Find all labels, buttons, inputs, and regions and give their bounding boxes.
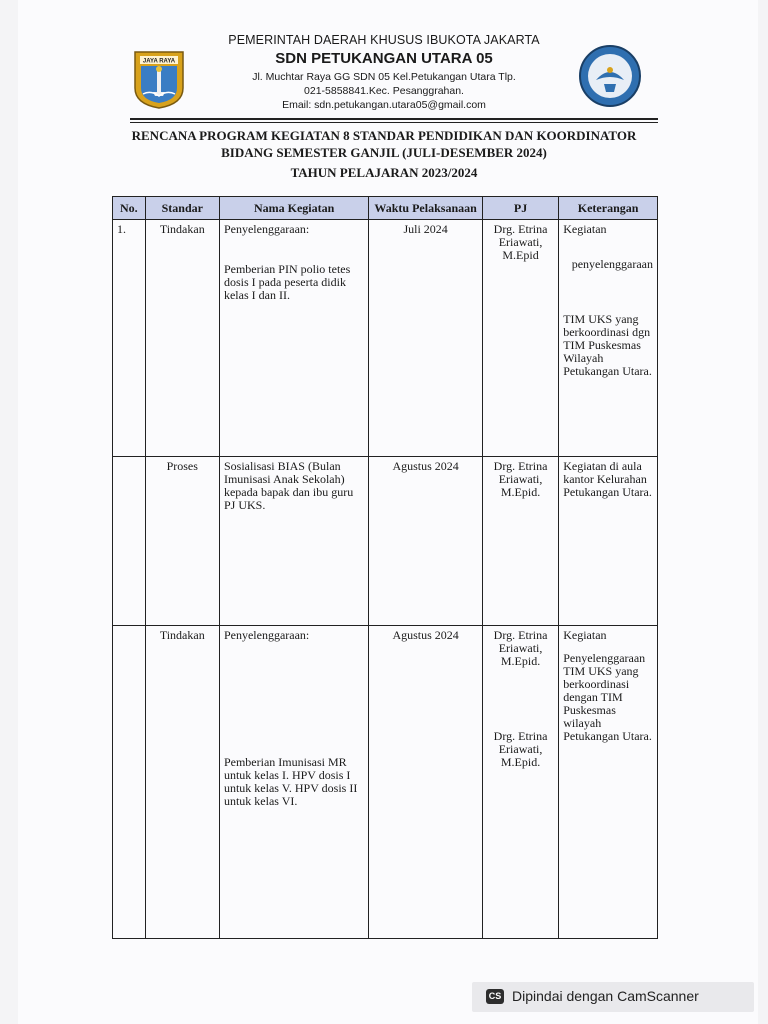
camscanner-logo-icon: CS bbox=[486, 989, 504, 1004]
table-header-row bbox=[113, 197, 658, 220]
pj-part-b: Drg. Etrina Eriawati, M.Epid. bbox=[493, 729, 548, 769]
pj-part-a: Drg. Etrina Eriawati, M.Epid. bbox=[493, 628, 548, 668]
letterhead-school-name: SDN PETUKANGAN UTARA 05 bbox=[275, 50, 493, 67]
header-no: No. bbox=[113, 197, 146, 220]
cell-nama bbox=[219, 220, 368, 457]
ket-part-a: Kegiatan bbox=[563, 628, 607, 642]
header-keterangan: Keterangan bbox=[559, 197, 658, 220]
letterhead-address-line2: 021-5858841.Kec. Pesanggrahan. bbox=[304, 85, 464, 97]
cell-standar: Proses bbox=[145, 457, 219, 626]
cell-no: 1. bbox=[113, 220, 146, 457]
cell-keterangan bbox=[559, 220, 658, 457]
emblem-text: JAYA RAYA bbox=[142, 58, 176, 65]
cell-nama bbox=[219, 626, 368, 939]
camscanner-badge bbox=[472, 982, 754, 1012]
header-waktu: Waktu Pelaksanaan bbox=[369, 197, 483, 220]
cell-waktu: Agustus 2024 bbox=[369, 626, 483, 939]
nama-detail: Pemberian Imunisasi MR untuk kelas I. HPV dosis I untuk kelas V. HPV dosis II untuk kelas VI. bbox=[223, 755, 358, 808]
document-title-line2: BIDANG SEMESTER GANJIL (JULI-DESEMBER 2024) bbox=[221, 145, 547, 160]
header-pj: PJ bbox=[482, 197, 558, 220]
cell-keterangan bbox=[559, 626, 658, 939]
document-title-line3: TAHUN PELAJARAN 2023/2024 bbox=[290, 165, 478, 180]
cell-no bbox=[113, 626, 146, 939]
ket-part-b: Penyelenggaraan TIM UKS yang berkoordinasi dengan TIM Puskesmas wilayah Petukangan Utara. bbox=[563, 651, 652, 743]
ket-part-c: TIM UKS yang berkoordinasi dgn TIM Puskesmas Wilayah Petukangan Utara. bbox=[563, 312, 652, 378]
letterhead-government: PEMERINTAH DAERAH KHUSUS IBUKOTA JAKARTA bbox=[228, 33, 540, 47]
nama-detail: Pemberian PIN polio tetes dosis I pada peserta didik kelas I dan II. bbox=[223, 262, 351, 302]
table-row bbox=[113, 220, 658, 457]
ket-part-a: Kegiatan bbox=[563, 222, 607, 236]
header-nama-kegiatan: Nama Kegiatan bbox=[219, 197, 368, 220]
cell-standar: Tindakan bbox=[145, 220, 219, 457]
header-standar: Standar bbox=[145, 197, 219, 220]
letterhead-rule-thick bbox=[130, 118, 658, 120]
nama-heading: Penyelenggaraan: bbox=[223, 222, 310, 236]
table-row bbox=[113, 457, 658, 626]
nama-heading: Penyelenggaraan: bbox=[223, 628, 310, 642]
document-title-line1: RENCANA PROGRAM KEGIATAN 8 STANDAR PENDIDIKAN DAN KOORDINATOR bbox=[131, 128, 637, 143]
cell-nama: Sosialisasi BIAS (Bulan Imunisasi Anak Sekolah) kepada bapak dan ibu guru PJ UKS. bbox=[219, 457, 368, 626]
camscanner-text: Dipindai dengan CamScanner bbox=[512, 988, 699, 1004]
cell-pj: Drg. Etrina Eriawati, M.Epid bbox=[482, 220, 558, 457]
cell-no bbox=[113, 457, 146, 626]
letterhead-rule-thin bbox=[130, 122, 658, 123]
letterhead-email: Email: sdn.petukangan.utara05@gmail.com bbox=[282, 99, 486, 111]
ket-part-b: penyelenggaraan bbox=[571, 257, 653, 271]
letterhead-address-line1: Jl. Muchtar Raya GG SDN 05 Kel.Petukangan Utara Tlp. bbox=[252, 71, 516, 83]
program-table bbox=[112, 196, 658, 939]
cell-pj bbox=[482, 626, 558, 939]
cell-waktu: Agustus 2024 bbox=[369, 457, 483, 626]
cell-standar: Tindakan bbox=[145, 626, 219, 939]
cell-waktu: Juli 2024 bbox=[369, 220, 483, 457]
table-row bbox=[113, 626, 658, 939]
cell-pj: Drg. Etrina Eriawati, M.Epid. bbox=[482, 457, 558, 626]
cell-keterangan: Kegiatan di aula kantor Kelurahan Petukangan Utara. bbox=[559, 457, 658, 626]
